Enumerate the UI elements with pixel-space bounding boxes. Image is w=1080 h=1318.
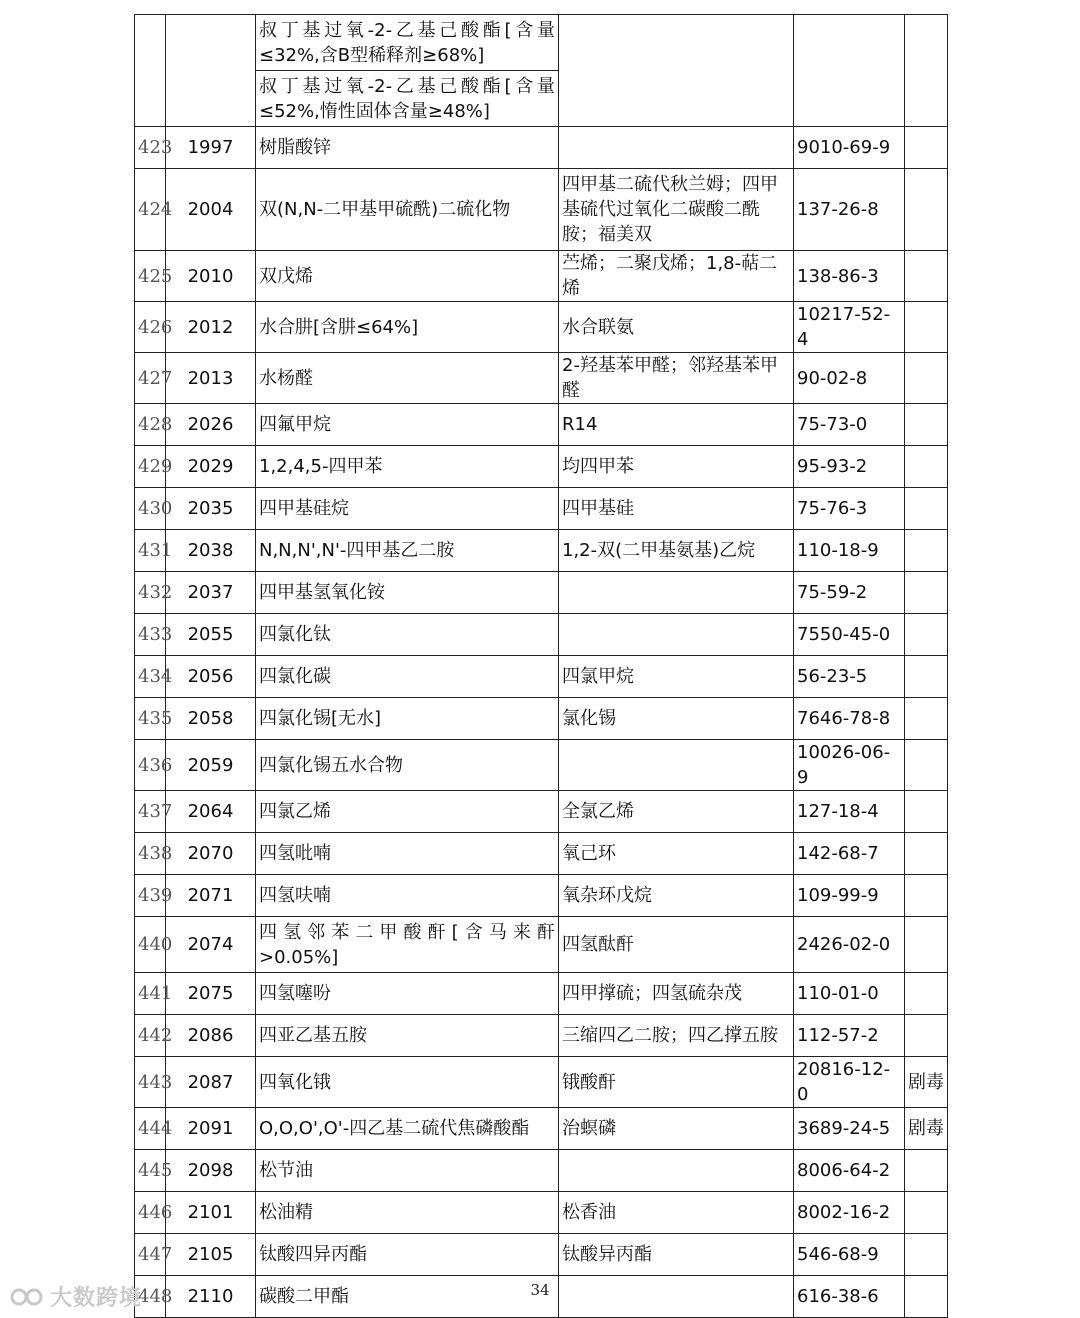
cell-alias: 三缩四乙二胺；四乙撑五胺 xyxy=(559,1015,794,1057)
cell-seq: 439 xyxy=(135,875,166,917)
cell-note xyxy=(905,404,948,446)
cell-name: N,N,N',N'-四甲基乙二胺 xyxy=(256,530,559,572)
table-row xyxy=(135,169,948,251)
cell-seq xyxy=(135,15,166,127)
cell-seq: 444 xyxy=(135,1108,166,1150)
cell-note xyxy=(905,353,948,404)
cell-cas: 8002-16-2 xyxy=(794,1192,905,1234)
cell-note xyxy=(905,833,948,875)
cell-alias: 松香油 xyxy=(559,1192,794,1234)
cell-seq: 428 xyxy=(135,404,166,446)
table-row xyxy=(135,875,948,917)
cell-alias: R14 xyxy=(559,404,794,446)
cell-cas: 7646-78-8 xyxy=(794,698,905,740)
cell-cas: 10026-06-9 xyxy=(794,740,905,791)
table-row xyxy=(135,740,948,791)
table-row xyxy=(135,614,948,656)
cell-name: 四氢呋喃 xyxy=(256,875,559,917)
cell-alias: 水合联氨 xyxy=(559,302,794,353)
cell-seq: 448 xyxy=(135,1276,166,1318)
table-row xyxy=(135,1015,948,1057)
cell-code: 2086 xyxy=(166,1015,256,1057)
cell-note xyxy=(905,15,948,127)
cell-name: 四氢吡喃 xyxy=(256,833,559,875)
cell-code: 2074 xyxy=(166,917,256,973)
cell-cas: 109-99-9 xyxy=(794,875,905,917)
cell-code: 2035 xyxy=(166,488,256,530)
cell-name: 碳酸二甲酯 xyxy=(256,1276,559,1318)
cell-alias: 苎烯；二聚戊烯；1,8-萜二烯 xyxy=(559,251,794,302)
cell-seq: 440 xyxy=(135,917,166,973)
cell-seq: 432 xyxy=(135,572,166,614)
cell-cas: 137-26-8 xyxy=(794,169,905,251)
table-row xyxy=(135,353,948,404)
cell-code xyxy=(166,15,256,127)
table-row xyxy=(135,572,948,614)
cell-alias: 全氯乙烯 xyxy=(559,791,794,833)
table-row xyxy=(135,446,948,488)
cell-alias xyxy=(559,740,794,791)
table-row xyxy=(135,698,948,740)
cell-code: 2038 xyxy=(166,530,256,572)
cell-alias: 钛酸异丙酯 xyxy=(559,1234,794,1276)
cell-name: 1,2,4,5-四甲苯 xyxy=(256,446,559,488)
cell-code: 2098 xyxy=(166,1150,256,1192)
cell-note xyxy=(905,740,948,791)
cell-cas: 127-18-4 xyxy=(794,791,905,833)
table-row xyxy=(135,127,948,169)
cell-cas: 7550-45-0 xyxy=(794,614,905,656)
table-row xyxy=(135,1108,948,1150)
cell-name: 四氢邻苯二甲酸酐[含马来酐>0.05%] xyxy=(256,917,559,973)
cell-name: 四氯化钛 xyxy=(256,614,559,656)
table-row xyxy=(135,251,948,302)
cell-code: 2058 xyxy=(166,698,256,740)
cell-cas: 112-57-2 xyxy=(794,1015,905,1057)
cell-name: 四氯乙烯 xyxy=(256,791,559,833)
cell-seq: 435 xyxy=(135,698,166,740)
cell-code: 2012 xyxy=(166,302,256,353)
cell-name: 四亚乙基五胺 xyxy=(256,1015,559,1057)
cell-code: 2064 xyxy=(166,791,256,833)
cell-alias: 四氢酞酐 xyxy=(559,917,794,973)
cell-cas: 142-68-7 xyxy=(794,833,905,875)
cell-name: 双戊烯 xyxy=(256,251,559,302)
cell-code: 2087 xyxy=(166,1057,256,1108)
watermark-logo-icon xyxy=(10,1284,44,1310)
cell-note xyxy=(905,446,948,488)
cell-note xyxy=(905,875,948,917)
cell-seq: 447 xyxy=(135,1234,166,1276)
cell-cas: 138-86-3 xyxy=(794,251,905,302)
cell-seq: 424 xyxy=(135,169,166,251)
cell-code: 2010 xyxy=(166,251,256,302)
chemical-table xyxy=(134,14,948,1318)
watermark xyxy=(10,1281,142,1312)
cell-cas xyxy=(794,15,905,127)
table-row xyxy=(135,1234,948,1276)
cell-note xyxy=(905,572,948,614)
table-row xyxy=(135,833,948,875)
cell-note xyxy=(905,530,948,572)
cell-note xyxy=(905,488,948,530)
cell-code: 2075 xyxy=(166,973,256,1015)
cell-alias: 氯化锡 xyxy=(559,698,794,740)
page-number: 34 xyxy=(530,1281,550,1299)
cell-code: 1997 xyxy=(166,127,256,169)
cell-name: O,O,O',O'-四乙基二硫代焦磷酸酯 xyxy=(256,1108,559,1150)
cell-code: 2037 xyxy=(166,572,256,614)
cell-alias xyxy=(559,15,794,127)
cell-note xyxy=(905,698,948,740)
cell-cas: 2426-02-0 xyxy=(794,917,905,973)
cell-code: 2056 xyxy=(166,656,256,698)
cell-code: 2070 xyxy=(166,833,256,875)
cell-cas: 110-18-9 xyxy=(794,530,905,572)
cell-note xyxy=(905,1234,948,1276)
cell-alias xyxy=(559,127,794,169)
cell-cas: 3689-24-5 xyxy=(794,1108,905,1150)
cell-code: 2105 xyxy=(166,1234,256,1276)
cell-alias xyxy=(559,614,794,656)
cell-code: 2091 xyxy=(166,1108,256,1150)
cell-note xyxy=(905,973,948,1015)
table-row xyxy=(135,1192,948,1234)
table-row xyxy=(135,15,948,71)
cell-alias: 2-羟基苯甲醛；邻羟基苯甲醛 xyxy=(559,353,794,404)
cell-name: 四氯化碳 xyxy=(256,656,559,698)
cell-name: 四甲基硅烷 xyxy=(256,488,559,530)
cell-note xyxy=(905,791,948,833)
table-row xyxy=(135,530,948,572)
cell-name: 松油精 xyxy=(256,1192,559,1234)
cell-alias: 四甲基二硫代秋兰姆；四甲基硫代过氧化二碳酸二酰胺；福美双 xyxy=(559,169,794,251)
table-row xyxy=(135,1150,948,1192)
cell-alias xyxy=(559,1150,794,1192)
cell-alias: 氧己环 xyxy=(559,833,794,875)
cell-cas: 75-73-0 xyxy=(794,404,905,446)
cell-name: 钛酸四异丙酯 xyxy=(256,1234,559,1276)
cell-name: 叔丁基过氧-2-乙基己酸酯[含量≤32%,含B型稀释剂≥68%] xyxy=(256,15,559,71)
cell-alias: 氧杂环戊烷 xyxy=(559,875,794,917)
cell-seq: 442 xyxy=(135,1015,166,1057)
table-row xyxy=(135,917,948,973)
cell-alias: 1,2-双(二甲基氨基)乙烷 xyxy=(559,530,794,572)
cell-code: 2055 xyxy=(166,614,256,656)
cell-cas: 20816-12-0 xyxy=(794,1057,905,1108)
cell-name: 四氯化锡[无水] xyxy=(256,698,559,740)
cell-cas: 90-02-8 xyxy=(794,353,905,404)
cell-seq: 429 xyxy=(135,446,166,488)
cell-name: 四氟甲烷 xyxy=(256,404,559,446)
cell-name: 四甲基氢氧化铵 xyxy=(256,572,559,614)
cell-code: 2110 xyxy=(166,1276,256,1318)
cell-cas: 8006-64-2 xyxy=(794,1150,905,1192)
cell-seq: 443 xyxy=(135,1057,166,1108)
cell-cas: 616-38-6 xyxy=(794,1276,905,1318)
cell-cas: 56-23-5 xyxy=(794,656,905,698)
cell-code: 2101 xyxy=(166,1192,256,1234)
cell-name: 水合肼[含肼≤64%] xyxy=(256,302,559,353)
cell-cas: 95-93-2 xyxy=(794,446,905,488)
cell-cas: 110-01-0 xyxy=(794,973,905,1015)
cell-note xyxy=(905,1015,948,1057)
cell-note xyxy=(905,302,948,353)
cell-seq: 445 xyxy=(135,1150,166,1192)
cell-seq: 446 xyxy=(135,1192,166,1234)
table-row xyxy=(135,1057,948,1108)
table-row xyxy=(135,302,948,353)
cell-name: 双(N,N-二甲基甲硫酰)二硫化物 xyxy=(256,169,559,251)
cell-code: 2026 xyxy=(166,404,256,446)
table-row xyxy=(135,488,948,530)
cell-seq: 438 xyxy=(135,833,166,875)
cell-code: 2013 xyxy=(166,353,256,404)
cell-note xyxy=(905,917,948,973)
cell-note xyxy=(905,1192,948,1234)
cell-name: 四氯化锡五水合物 xyxy=(256,740,559,791)
cell-name: 四氢噻吩 xyxy=(256,973,559,1015)
table-row xyxy=(135,656,948,698)
cell-code: 2071 xyxy=(166,875,256,917)
cell-cas: 75-59-2 xyxy=(794,572,905,614)
cell-note: 剧毒 xyxy=(905,1108,948,1150)
cell-name: 水杨醛 xyxy=(256,353,559,404)
cell-seq: 437 xyxy=(135,791,166,833)
cell-seq: 425 xyxy=(135,251,166,302)
cell-seq: 436 xyxy=(135,740,166,791)
cell-cas: 75-76-3 xyxy=(794,488,905,530)
cell-seq: 433 xyxy=(135,614,166,656)
cell-seq: 430 xyxy=(135,488,166,530)
cell-seq: 441 xyxy=(135,973,166,1015)
cell-cas: 9010-69-9 xyxy=(794,127,905,169)
cell-code: 2004 xyxy=(166,169,256,251)
cell-alias: 四甲撑硫；四氢硫杂茂 xyxy=(559,973,794,1015)
cell-seq: 426 xyxy=(135,302,166,353)
cell-name: 松节油 xyxy=(256,1150,559,1192)
cell-alias: 均四甲苯 xyxy=(559,446,794,488)
cell-cas: 10217-52-4 xyxy=(794,302,905,353)
cell-cas: 546-68-9 xyxy=(794,1234,905,1276)
cell-note: 剧毒 xyxy=(905,1057,948,1108)
cell-name: 叔丁基过氧-2-乙基己酸酯[含量≤52%,惰性固体含量≥48%] xyxy=(256,71,559,127)
cell-seq: 431 xyxy=(135,530,166,572)
table-row xyxy=(135,973,948,1015)
cell-seq: 434 xyxy=(135,656,166,698)
table-row xyxy=(135,404,948,446)
cell-alias xyxy=(559,572,794,614)
cell-note xyxy=(905,614,948,656)
cell-code: 2059 xyxy=(166,740,256,791)
cell-note xyxy=(905,1150,948,1192)
table-row xyxy=(135,791,948,833)
cell-note xyxy=(905,127,948,169)
cell-seq: 427 xyxy=(135,353,166,404)
cell-note xyxy=(905,656,948,698)
cell-note xyxy=(905,251,948,302)
cell-note xyxy=(905,169,948,251)
watermark-text: 大数跨境 xyxy=(50,1286,143,1311)
cell-seq: 423 xyxy=(135,127,166,169)
cell-alias: 四甲基硅 xyxy=(559,488,794,530)
cell-alias: 四氯甲烷 xyxy=(559,656,794,698)
table-body xyxy=(135,15,948,1318)
cell-alias: 锇酸酐 xyxy=(559,1057,794,1108)
cell-name: 四氧化锇 xyxy=(256,1057,559,1108)
cell-alias: 治螟磷 xyxy=(559,1108,794,1150)
cell-name: 树脂酸锌 xyxy=(256,127,559,169)
cell-code: 2029 xyxy=(166,446,256,488)
